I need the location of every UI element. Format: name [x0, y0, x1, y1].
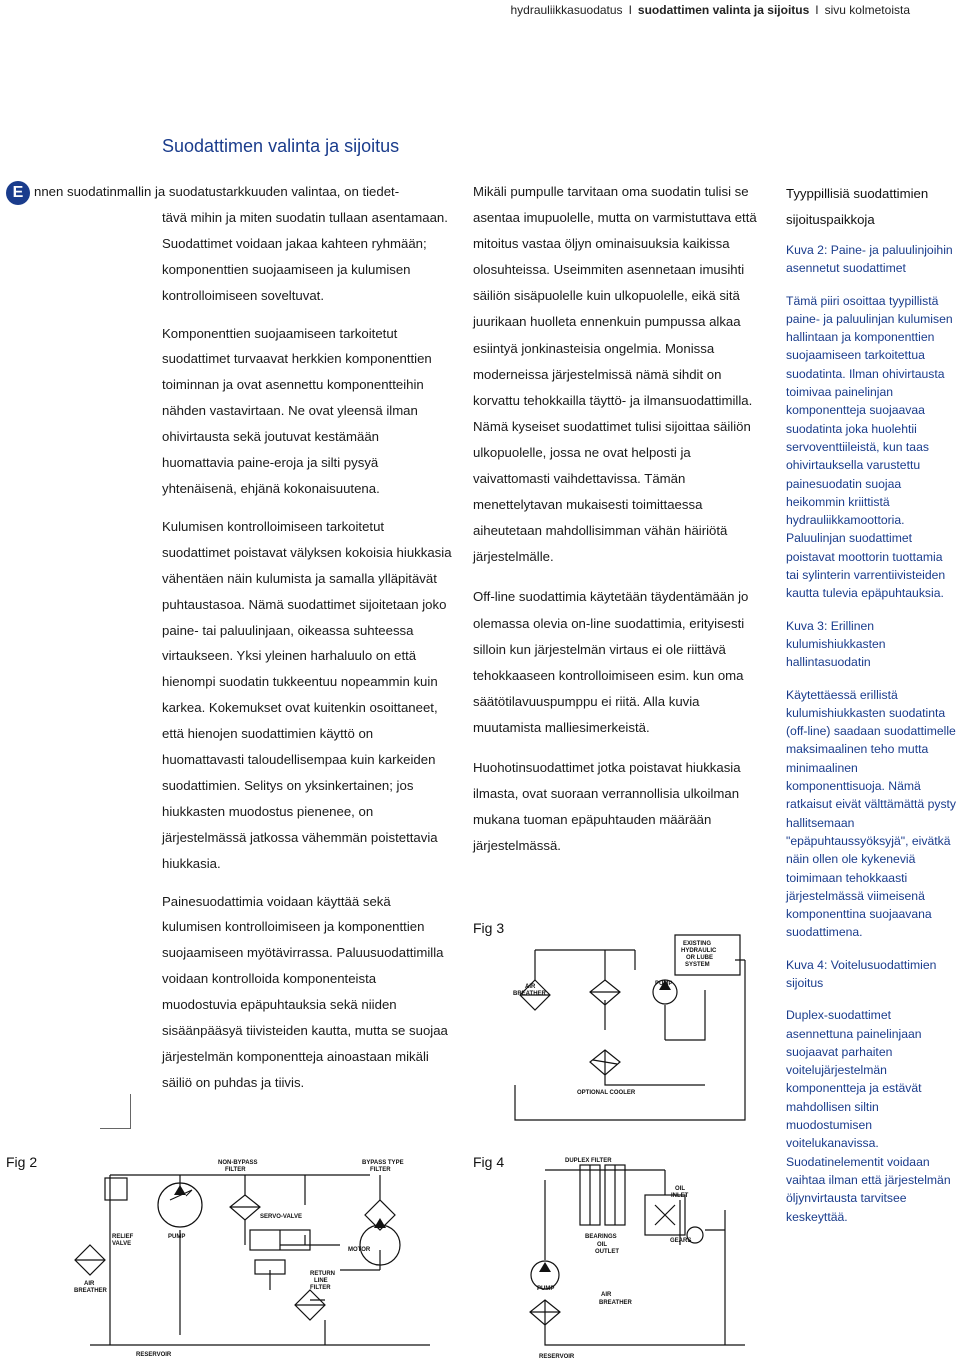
fig4-label-oil-outlet-2: OUTLET [595, 1249, 619, 1255]
column-3-sidebar [786, 181, 958, 1240]
fig3-label-existing-1: EXISTING [683, 941, 712, 947]
caption-text: Tämä piiri osoittaa tyypillistä paine- ja paluulinjan kulumisen hallintaan ja komponenttien suojaamiseen tarkoitettua suodatinta. Ilman ohivirtausta toimivaa painelinjan komponentteja suojaavaa suodatinta joka huolehtii servoventtiileistä, kun taas ohivirtauksella varustettu painesuodatin suojaa heikommin kriittistä hydrauliikkamoottoria. Paluulinjan suodattimet poistavat moottorin tuottamia tai sylinterin varrentiivisteiden kautta tulevia epäpuhtauksia. [786, 293, 953, 601]
fig2-label-relief-2: VALVE [112, 1241, 132, 1247]
paragraph: Mikäli pumpulle tarvitaan oma suodatin tulisi se asentaa imupuolelle, mutta on varmistuttava että mitoitus vastaa öljyn ominaisuuksia kaikissa olosuhteissa. Useimmiten asennetaan imusihti säiliön sisäpuolelle kuin ulkopuolelle, eikä sitä juurikaan huolleta ennenkuin pumpussa alkaa esiintyä jonkinasteisia ongelmia. Monissa moderneissa järjestelmissä nämä sihdit on korvattu tehokkailla täyttö- ja ilmansuodattimilla. Nämä kyseiset suodattimet tulisi sijoittaa säiliön ulkopuolelle, jossa ne ovat helposti ja vaivattomasti vaihdettavissa. Tämän menettelytavan mukaisesti toimittaessa aiheutetaan mahdollisimman vähän häiriötä järjestelmälle. [473, 184, 757, 565]
header-separator: I [815, 3, 819, 17]
fig4-label-air-2: BREATHER [599, 1300, 632, 1306]
paragraph [34, 179, 452, 309]
fig2-label-motor: MOTOR [348, 1247, 371, 1253]
fig4-label-oil-inlet-2: INLET [671, 1193, 689, 1199]
fig4-diagram [505, 1150, 755, 1361]
header-section: hydrauliikkasuodatus [510, 3, 623, 17]
caption-title: Kuva 2: Paine- ja paluulinjoihin asennetut suodattimet [786, 243, 953, 276]
fig4-label-bearings: BEARINGS [585, 1234, 617, 1240]
fig4-label-oil-inlet-1: OIL [675, 1186, 685, 1192]
fig3-label-existing-3: OR LUBE [686, 955, 713, 961]
paragraph: Komponenttien suojaamiseen tarkoitetut suodattimet turvaavat herkkien komponenttien toiminnan ja ovat asennettu komponentteihin nähden vastavirtaan. Ne ovat yleensä ilman ohivirtausta sekä joutuvat kestämään huomattavia paine-eroja ja silti pysyä yhtenäisenä, ehjänä kokonaisuutena. [162, 325, 432, 496]
fig4-label: Fig 4 [473, 1154, 505, 1170]
caption-text: Käytettäessä erillistä kulumishiukkasten suodatinta (off-line) saadaan suodattimelle maksimaalinen teho mutta minimaalinen komponenttisuoja. Nämä ratkaisut eivät välttämättä pysty hallitsemaan "epäpuhtaussyöksyjä", eivätkä näin ollen ole kykeneviä toimimaan tehokkaasti järjestelmässä viimeisenä komponenttina suojaavana suodattimena. [786, 687, 957, 940]
caption-title: Kuva 4: Voitelusuodattimien sijoitus [786, 957, 937, 990]
relief-valve-symbol [105, 1178, 127, 1200]
fig4-label-gears: GEARS [670, 1238, 692, 1244]
fig2-label-reservoir: RESERVOIR [136, 1352, 172, 1358]
caption-title: Kuva 3: Erillinen kulumishiukkasten hallintasuodatin [786, 618, 886, 670]
header-current: suodattimen valinta ja sijoitus [637, 3, 810, 17]
column-2 [473, 179, 763, 873]
fig4-label-reservoir: RESERVOIR [539, 1354, 575, 1360]
fig2-label-return-1: RETURN [310, 1271, 335, 1277]
fig4-label-duplex: DUPLEX FILTER [565, 1158, 612, 1164]
page-header [510, 3, 910, 17]
fig4-label-pump: PUMP [537, 1286, 555, 1292]
paragraph-rest: tävä mihin ja miten suodatin tullaan asentamaan. Suodattimet voidaan jakaa kahteen ryhmään; komponenttien suojaamiseen ja kulumisen kontrolloimiseen soveltuvat. [162, 209, 448, 303]
fig3-label-air-2: BREATHER [513, 991, 546, 997]
fig4-label-air-1: AIR [601, 1292, 612, 1298]
sidebar-heading: Tyyppillisiä suodattimien sijoituspaikkoja [786, 186, 929, 227]
fig3-label-cooler: OPTIONAL COOLER [577, 1090, 636, 1096]
paragraph: Painesuodattimia voidaan käyttää sekä kulumisen kontrolloimiseen ja komponenttien suojaamiseen myötävirrassa. Paluusuodattimilla voidaan kontrolloida komponenteista muodostuvia epäpuhtauksia sekä niiden sisäänpääsyä tiivisteiden kautta, mutta se suojaa järjestelmän komponentteja ainoastaan mikäli säiliö on puhdas ja tiivis. [162, 893, 448, 1090]
fig3-label-existing-2: HYDRAULIC [681, 948, 717, 954]
corner-mark [100, 1094, 131, 1129]
fig2-diagram [70, 1150, 450, 1360]
caption-text: Duplex-suodattimet asennettuna painelinjaan suojaavat parhaiten voitelujärjestelmän komponentteja ja estävät mahdollisen siltin muodostumisen voitelukanavissa. Suodatinelementit voidaan vaihtaa ilman että järjestelmän öljynvirtausta tarvitsee keskeyttää. [786, 1008, 951, 1224]
header-page: sivu kolmetoista [824, 3, 910, 17]
fig4-label-oil-outlet-1: OIL [597, 1242, 607, 1248]
page-title: Suodattimen valinta ja sijoitus [162, 136, 400, 156]
fig2-label-nonbypass-1: NON-BYPASS [218, 1160, 258, 1166]
fig2-label-bypass-2: FILTER [370, 1167, 391, 1173]
fig2-label-air-1: AIR [84, 1281, 95, 1287]
paragraph-first-line: nnen suodatinmallin ja suodatustarkkuuden valintaa, on tiedet- [34, 184, 400, 199]
dropcap: E [6, 181, 30, 205]
paragraph: Kulumisen kontrolloimiseen tarkoitetut suodattimet poistavat välyksen kokoisia hiukkasia vähentäen näin kulumista ja samalla ylläpitävät puhtaustasoa. Nämä suodattimet sijoitetaan joko paine- tai paluulinjaan, oikeassa suhteessa virtaukseen. Yksi yleinen harhaluulo on että hienompi suodatin tukkeentuu nopeammin kuin karkea. Kokemukset ovat kuitenkin osoittaneet, että hienojen suodattimien käyttö on huomattavasti taloudellisempaa kuin karkeiden suodattimien. Selitys on yksinkertainen; jos hiukkasten muodostus pienenee, on järjestelmässä jatkossa vähemmän poistettavia hiukkasia. [162, 518, 452, 871]
fig2-label-air-2: BREATHER [74, 1288, 107, 1294]
fig2-label-servo: SERVO-VALVE [260, 1214, 303, 1220]
fig2-label: Fig 2 [6, 1154, 38, 1170]
fig3-label-pump: PUMP [655, 981, 673, 987]
header-separator: I [628, 3, 632, 17]
fig3-label-existing-4: SYSTEM [685, 962, 710, 968]
fig2-label-relief-1: RELIEF [112, 1234, 134, 1240]
paragraph: Huohotinsuodattimet jotka poistavat hiukkasia ilmasta, ovat suoraan verrannollisia ulkoilman mukana tuoman epäpuhtauden määrään järjestelmässä. [473, 759, 741, 854]
paragraph: Off-line suodattimia käytetään täydentämään jo olemassa olevia on-line suodattimia, erityisesti silloin kun järjestelmän virtaus ei ole riittävä tehokkaaseen kontrolloimiseen esim. kun oma säätötilavuuspumppu ei riitä. Alla kuvia muutamista malliesimerkeistä. [473, 589, 749, 735]
fig3-diagram [505, 930, 765, 1130]
fig2-label-pump: PUMP [168, 1234, 186, 1240]
fig3-label: Fig 3 [473, 920, 505, 936]
fig2-label-nonbypass-2: FILTER [225, 1167, 246, 1173]
fig2-label-return-2: LINE [314, 1278, 328, 1284]
column-1 [34, 179, 452, 1108]
fig2-label-bypass-1: BYPASS TYPE [362, 1160, 404, 1166]
fig3-label-air-1: AIR [525, 984, 536, 990]
fig2-label-return-3: FILTER [310, 1285, 331, 1291]
